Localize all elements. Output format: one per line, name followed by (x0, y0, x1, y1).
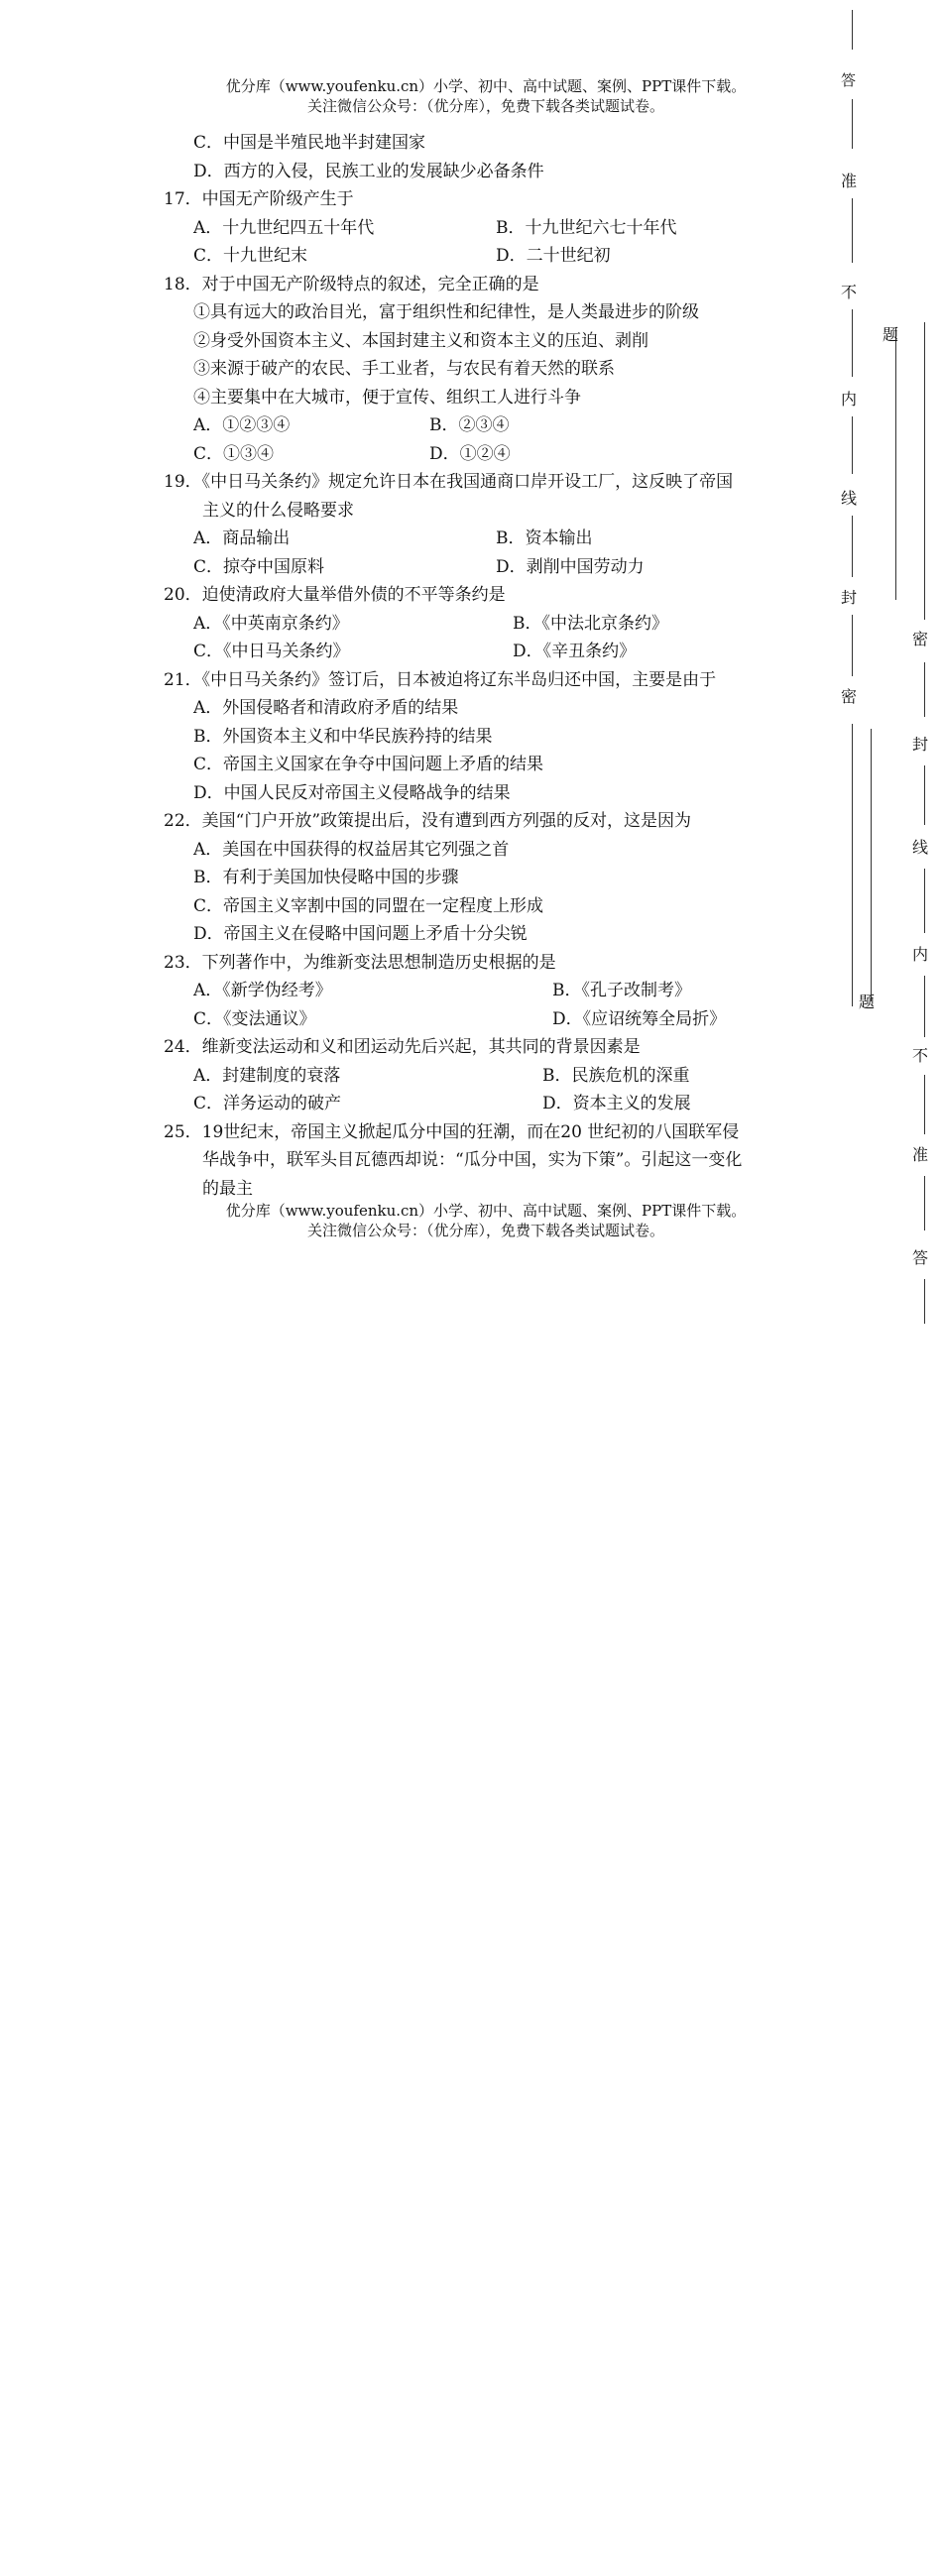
q21-option-a: A．外国侵略者和清政府矛盾的结果 (193, 698, 459, 718)
q20-option-c: C．《中日马关条约》 (193, 642, 350, 661)
q22-option-d: D．帝国主义在侵略中国问题上矛盾十分尖锐 (193, 924, 528, 944)
q20-option-a: A．《中英南京条约》 (193, 613, 349, 634)
header-line-1: 优分库（www.youfenku.cn）小学、初中、高中试题、案例、PPT课件下载。 (225, 77, 747, 95)
prev-option-c: C．中国是半殖民地半封建国家 (193, 133, 426, 153)
footer-line-1: 优分库（www.youfenku.cn）小学、初中、高中试题、案例、PPT课件下载。 (225, 1202, 747, 1220)
outer-char-4: 内 (912, 945, 929, 964)
inner-dash (852, 516, 853, 577)
q20-option-b: B．《中法北京条约》 (513, 613, 668, 634)
q19-option-b: B．资本输出 (496, 528, 593, 548)
inner-dash (852, 724, 853, 1006)
q18-statement-1: ①具有远大的政治目光，富于组织性和纪律性，是人类最进步的阶级 (193, 302, 699, 322)
q25-stem-cont-2: 的最主 (202, 1178, 253, 1199)
q18-option-a: A．①②③④ (193, 415, 291, 435)
q22-option-a: A．美国在中国获得的权益居其它列强之首 (193, 839, 510, 860)
outer-dash (924, 976, 925, 1037)
q19-stem: 19．《中日马关条约》规定允许日本在我国通商口岸开设工厂，这反映了帝国 (164, 472, 734, 492)
q23-option-c: C．《变法通议》 (193, 1008, 316, 1029)
q17-stem: 17．中国无产阶级产生于 (164, 189, 354, 209)
inner-char-4: 内 (841, 390, 858, 409)
q23-options-cd (164, 1005, 823, 1034)
q23-option-b: B．《孔子改制考》 (552, 981, 691, 1000)
q20-stem: 20．迫使清政府大量举借外债的不平等条约是 (164, 585, 506, 605)
inner-char-6: 封 (841, 588, 858, 607)
inner-dash (852, 615, 853, 676)
q21-option-c: C．帝国主义国家在争夺中国问题上矛盾的结果 (193, 755, 544, 774)
q18-options-ab (164, 411, 823, 440)
q17-option-c: C．十九世纪末 (193, 246, 308, 266)
q20-options-ab (164, 610, 823, 639)
q21-stem: 21．《中日马关条约》签订后，日本被迫将辽东半岛归还中国，主要是由于 (164, 669, 717, 690)
q24-options-cd (164, 1090, 823, 1118)
q17-options-cd (164, 242, 823, 271)
q23-option-a: A．《新学伪经考》 (193, 981, 332, 1000)
page-header (149, 76, 823, 116)
q18-stem: 18．对于中国无产阶级特点的叙述，完全正确的是 (164, 274, 539, 294)
inner-char-3: 不 (841, 283, 858, 301)
outer-char-5: 不 (912, 1046, 929, 1065)
q18-statement-2: ②身受外国资本主义、本国封建主义和资本主义的压迫、剥削 (193, 330, 648, 351)
q18-option-c: C．①③④ (193, 443, 275, 464)
q25-stem: 25．19世纪末，帝国主义掀起瓜分中国的狂潮，而在20 世纪初的八国联军侵 (164, 1121, 740, 1142)
q24-option-c: C．洋务运动的破产 (193, 1094, 342, 1113)
inner-dash (852, 10, 853, 50)
outer-dash (924, 1176, 925, 1230)
q23-option-d: D．《应诏统筹全局折》 (552, 1008, 727, 1029)
q18-option-b: B．②③④ (429, 415, 510, 435)
outer-char-3: 线 (912, 838, 929, 857)
inner-dash (852, 198, 853, 263)
outer-dash (924, 869, 925, 933)
q20-options-cd (164, 638, 823, 666)
header-line-2: 关注微信公众号：（优分库），免费下载各类试题试卷。 (306, 97, 664, 115)
outer-char-7: 答 (912, 1248, 929, 1267)
q19-option-c: C．掠夺中国原料 (193, 556, 325, 577)
inner-char-7: 密 (841, 687, 858, 706)
title-char-2: 题 (859, 993, 876, 1011)
outer-dash (924, 1279, 925, 1324)
q19-option-d: D．剥削中国劳动力 (496, 556, 645, 577)
q21-option-b: B．外国资本主义和中华民族矜持的结果 (193, 726, 493, 747)
q22-option-b: B．有利于美国加快侵略中国的步骤 (193, 868, 459, 887)
q18-option-d: D．①②④ (429, 443, 511, 464)
prev-option-d: D．西方的入侵，民族工业的发展缺少必备条件 (193, 161, 544, 181)
inner-dash (852, 99, 853, 149)
q17-option-a: A．十九世纪四五十年代 (193, 217, 375, 238)
q20-option-d: D．《辛丑条约》 (513, 642, 637, 661)
q24-options-ab (164, 1062, 823, 1091)
q19-options-cd (164, 553, 823, 582)
inner-dash (852, 309, 853, 377)
outer-line (924, 322, 925, 620)
outer-dash (924, 765, 925, 825)
q21-option-d: D．中国人民反对帝国主义侵略战争的结果 (193, 782, 511, 803)
outer-dash (924, 1075, 925, 1134)
question-list (164, 129, 823, 1203)
footer-line-2: 关注微信公众号：（优分库），免费下载各类试题试卷。 (306, 1222, 664, 1239)
q17-option-d: D．二十世纪初 (496, 246, 611, 266)
q19-stem-cont: 主义的什么侵略要求 (202, 500, 354, 521)
q18-statement-3: ③来源于破产的农民、手工业者，与农民有着天然的联系 (193, 359, 615, 379)
inner-dash (852, 416, 853, 474)
q22-option-c: C．帝国主义宰割中国的同盟在一定程度上形成 (193, 895, 544, 916)
q24-option-a: A．封建制度的衰落 (193, 1065, 341, 1086)
title-line (871, 729, 872, 1001)
q17-option-b: B．十九世纪六七十年代 (496, 217, 677, 238)
q19-option-a: A．商品输出 (193, 528, 291, 548)
q17-options-ab (164, 214, 823, 243)
q18-statement-4: ④主要集中在大城市，便于宣传、组织工人进行斗争 (193, 387, 581, 408)
q25-stem-cont-1: 华战争中，联军头目瓦德西却说：“瓜分中国，实为下策”。引起这一变化 (202, 1150, 743, 1170)
outer-char-2: 封 (912, 735, 929, 754)
page-footer (149, 1201, 823, 1240)
inner-char-1: 答 (841, 71, 857, 89)
outer-char-1: 密 (912, 630, 929, 648)
q24-option-d: D．资本主义的发展 (542, 1094, 691, 1113)
q22-stem: 22．美国“门户开放”政策提出后，没有遭到西方列强的反对，这是因为 (164, 811, 692, 831)
q24-stem: 24．维新变法运动和义和团运动先后兴起，其共同的背景因素是 (164, 1037, 641, 1057)
inner-char-2: 准 (841, 172, 858, 190)
outer-char-6: 准 (912, 1145, 929, 1164)
q24-option-b: B．民族危机的深重 (542, 1065, 690, 1086)
title-char-1: 题 (883, 325, 899, 344)
outer-dash (924, 662, 925, 717)
q19-options-ab (164, 525, 823, 553)
q23-stem: 23．下列著作中，为维新变法思想制造历史根据的是 (164, 952, 556, 973)
q18-options-cd (164, 440, 823, 469)
inner-char-5: 线 (841, 489, 858, 508)
q23-options-ab (164, 977, 823, 1005)
